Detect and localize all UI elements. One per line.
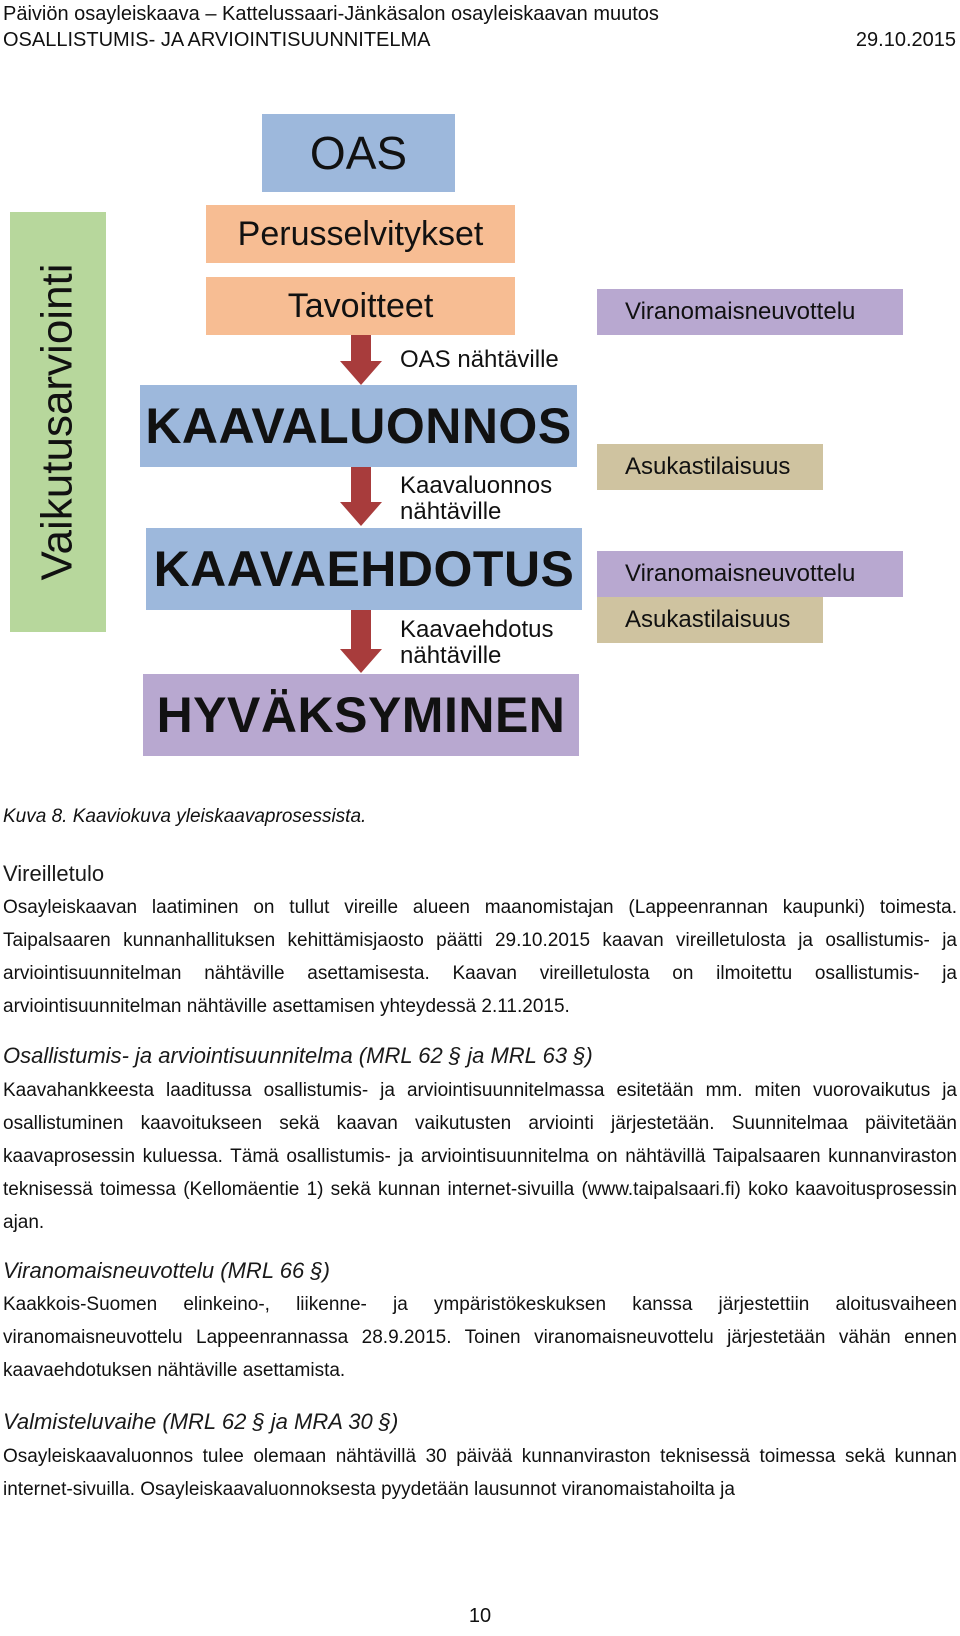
- arrow-label-kaavaluonnos: [400, 473, 552, 525]
- document-subtitle: OSALLISTUMIS- JA ARVIOINTISUUNNITELMA: [3, 29, 431, 51]
- arrow-label-line: nähtäville: [400, 498, 502, 525]
- arrow-label-line: Kaavaluonnos: [400, 472, 553, 499]
- page-number: 10: [468, 1605, 492, 1627]
- section-heading: Vireilletulo: [3, 861, 105, 886]
- arrow-label-kaavaehdotus: [400, 617, 553, 669]
- section-paragraph: Kaakkois-Suomen elinkeino-, liikenne- ja ympäristökeskuksen kanssa järjestettiin aloitusvaiheen viranomaisneuvottelu Lappeenrannassa 28.9.2015. Toinen viranomaisneuvottelu järjestetään vähän ennen kaavaehdotuksen nähtäville asettamista.: [3, 1294, 957, 1381]
- section-heading: Viranomaisneuvottelu (MRL 66 §): [3, 1258, 330, 1283]
- kaavaluonnos-box: KAAVALUONNOS: [140, 385, 577, 467]
- arrow-label-line: Kaavaehdotus: [400, 616, 554, 643]
- section-paragraph: Kaavahankkeesta laaditussa osallistumis- ja arviointisuunnitelmassa esitetään mm. miten vuorovaikutus ja osallistuminen kaavoitukseen sekä kaavan vaikutusten arviointi järjestetään. Suunnitelmaa päivitetään kaavaprosessin kuluessa. Tämä osallistumis- ja arviointisuunnitelma on nähtävillä Taipalsaaren kunnanviraston teknisessä toimessa (Kellomäentie 1) sekä kunnan internet-sivuilla (www.taipalsaari.fi) koko kaavoitusprosessin ajan.: [3, 1080, 957, 1233]
- side-box-viranomaisneuvottelu: Viranomaisneuvottelu: [597, 289, 903, 335]
- perusselvitykset-box: Perusselvitykset: [206, 205, 515, 263]
- arrow-down-icon: [340, 335, 382, 385]
- document-date: 29.10.2015: [855, 29, 956, 51]
- arrow-label-line: nähtäville: [400, 642, 502, 669]
- tavoitteet-box: Tavoitteet: [206, 277, 515, 335]
- kaavaehdotus-box: KAAVAEHDOTUS: [146, 528, 582, 610]
- section-heading: Osallistumis- ja arviointisuunnitelma (MRL 62 § ja MRL 63 §): [3, 1043, 593, 1068]
- arrow-label-oas: OAS nähtäville: [400, 346, 559, 373]
- side-label-box: [10, 212, 106, 632]
- hyvaksyminen-box: HYVÄKSYMINEN: [143, 674, 579, 756]
- figure-caption: Kuva 8. Kaaviokuva yleiskaavaprosessista.: [3, 806, 367, 827]
- side-box-asukastilaisuus: Asukastilaisuus: [597, 444, 823, 490]
- oas-box: OAS: [262, 114, 455, 192]
- side-box-viranomaisneuvottelu: Viranomaisneuvottelu: [597, 551, 903, 597]
- side-box-asukastilaisuus: Asukastilaisuus: [597, 597, 823, 643]
- arrow-down-icon: [340, 610, 382, 674]
- document-title: Päiviön osayleiskaava – Kattelussaari-Jänkäsalon osayleiskaavan muutos: [3, 3, 659, 25]
- section-heading: Valmisteluvaihe (MRL 62 § ja MRA 30 §): [3, 1409, 399, 1434]
- arrow-down-icon: [340, 467, 382, 527]
- section-paragraph: Osayleiskaavaluonnos tulee olemaan nähtävillä 30 päivää kunnanviraston teknisessä toimessa sekä kunnan internet-sivuilla. Osayleiskaavaluonnoksesta pyydetään lausunnot viranomaistahoilta ja: [3, 1446, 957, 1500]
- section-paragraph: Osayleiskaavan laatiminen on tullut vireille alueen maanomistajan (Lappeenrannan kaupunki) toimesta. Taipalsaaren kunnanhallituksen kehittämisjaosto päätti 29.10.2015 kaavan vireilletulosta ja osallistumis- ja arviointisuunnitelman nähtäville asettamisesta. Kaavan vireilletulosta on ilmoitettu osallistumis- ja arviointisuunnitelman nähtäville asettamisen yhteydessä 2.11.2015.: [3, 897, 957, 1017]
- side-label: Vaikutusarviointi: [33, 263, 83, 581]
